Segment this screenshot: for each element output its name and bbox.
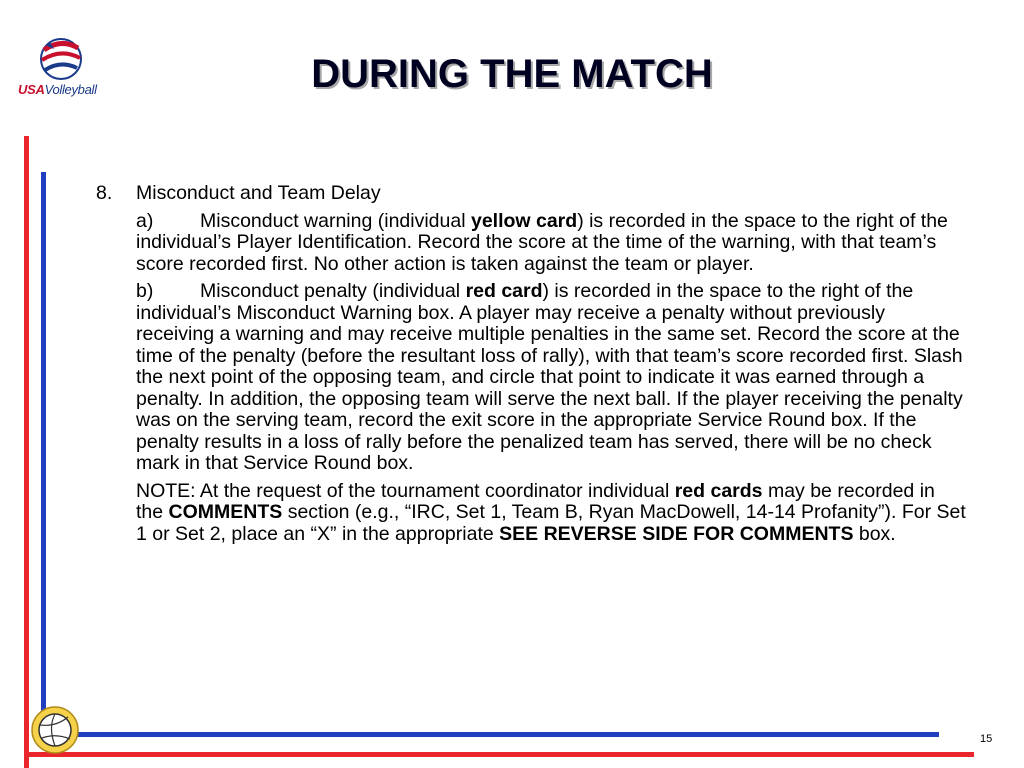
red-cards-text: red cards: [674, 479, 763, 502]
paragraph-a: [136, 211, 966, 276]
note-text-3: section (e.g., “IRC, Set 1, Team B, Ryan MacDowell, 14-14 Profanity”). For Set 1 or Set 2, place an “X” in the appropriate: [136, 501, 966, 545]
comments-text: COMMENTS: [168, 501, 283, 523]
logo-text: USAVolleyball: [18, 82, 97, 97]
blue-horizontal-rule: [41, 732, 939, 737]
note-text-1: NOTE: At the request of the tournament coordinator individual: [136, 479, 675, 502]
para-b-text-2: ) is recorded in the space to the right of the individual’s Misconduct Warning box. A player may receive a penalty without previously receiving a warning and may receive multiple penalties in the same set. Record the score at the time of the penalty (before the resultant loss of rally), with that team’s score recorded first. Slash the next point of the opposing team, and circle that point to indicate it was earned through a penalty. In addition, the opposing team will serve the next ball. If the player receiving the penalty was on the serving team, record the exit score in the appropriate Service Round box. If the penalty results in a loss of rally before the penalized team has served, there will be no check mark in that Service Round box.: [136, 280, 963, 474]
page-title: DURING THE MATCH: [311, 52, 713, 96]
red-horizontal-rule: [24, 752, 974, 757]
red-card-text: red card: [465, 280, 543, 302]
item-number: 8.: [96, 182, 113, 204]
note-paragraph: [136, 481, 966, 546]
note-text-2: may be recorded in the: [136, 479, 935, 523]
para-a-text-1: Misconduct warning (individual: [200, 209, 471, 232]
slide-body: [96, 183, 966, 545]
note-text-4: box.: [853, 522, 896, 545]
red-vertical-rule: [24, 136, 29, 768]
paragraph-b-label: b): [136, 280, 154, 302]
page-number: 15: [980, 733, 993, 745]
item-heading: Misconduct and Team Delay: [136, 182, 381, 204]
volleyball-icon: [30, 705, 80, 755]
see-reverse-text: SEE REVERSE SIDE FOR COMMENTS: [499, 522, 854, 545]
blue-vertical-rule: [41, 172, 46, 732]
list-item-8: [96, 183, 966, 205]
para-b-text-1: Misconduct penalty (individual: [200, 280, 466, 302]
paragraph-b: [136, 281, 966, 475]
yellow-card-text: yellow card: [470, 209, 578, 232]
para-a-text-2: ) is recorded in the space to the right of the individual’s Player Identification. Record the score at the time of the warning, with that team’s score recorded first. No other action is taken against the team or player.: [136, 209, 948, 275]
paragraph-a-label: a): [136, 209, 154, 232]
